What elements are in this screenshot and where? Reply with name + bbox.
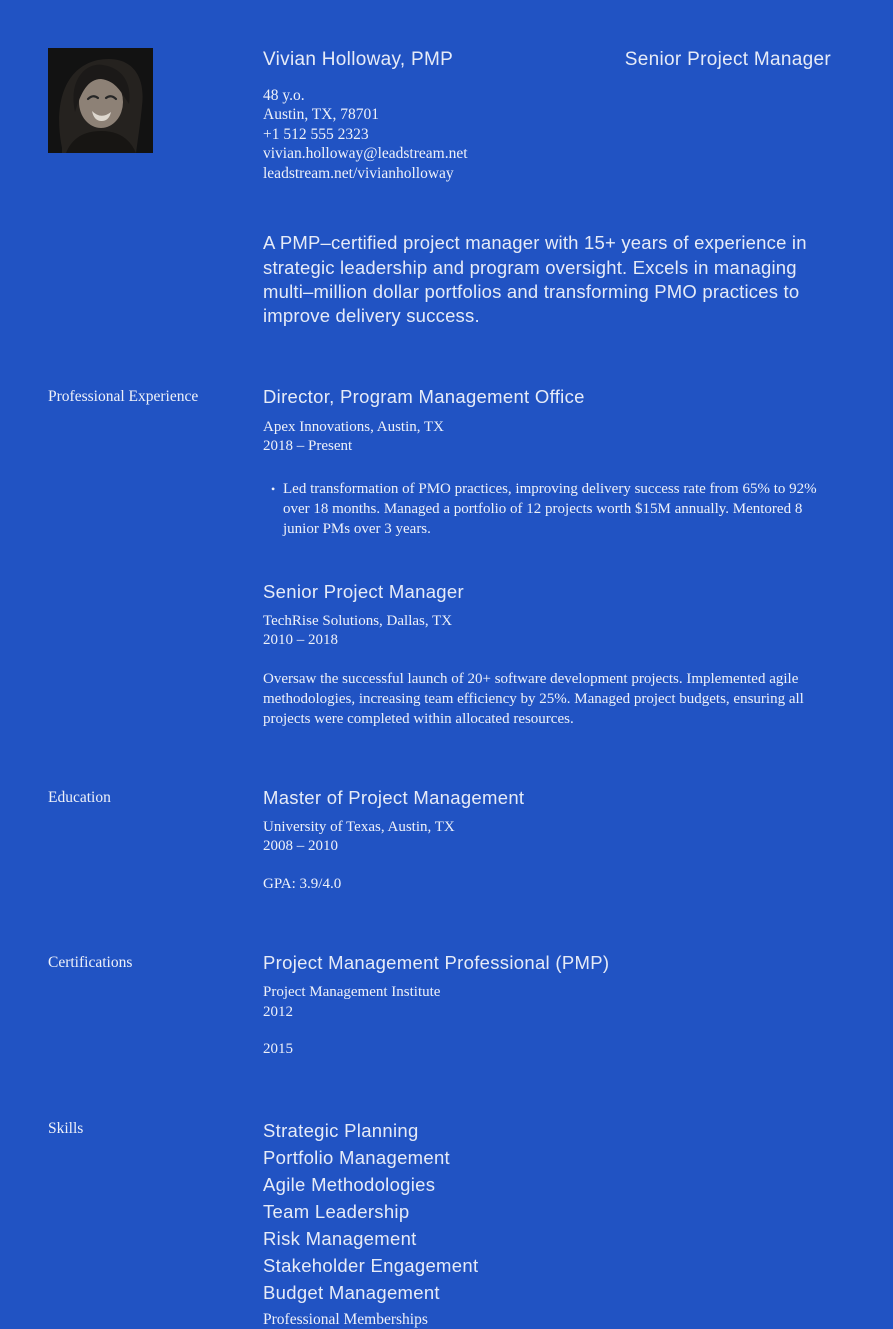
certification-meta [263, 983, 831, 1022]
bullet-icon: • [271, 481, 276, 496]
skill-item: Strategic Planning [263, 1119, 419, 1141]
skill-item: Risk Management [263, 1227, 417, 1249]
contact-block [263, 86, 831, 184]
skill-item: Agile Methodologies [263, 1173, 436, 1195]
experience-content [263, 385, 831, 728]
person-job-title: Senior Project Manager [624, 49, 831, 70]
job-description: Oversaw the successful launch of 20+ software development projects. Implemented agile methodologies, increasing team efficiency by 25%. Managed project budgets, ensuring all projects were completed within allocated resources. [263, 670, 804, 727]
job-meta [263, 418, 831, 457]
certification-date: 2012 [263, 1003, 293, 1020]
portrait-illustration [48, 48, 153, 153]
degree-dates: 2008 – 2010 [263, 838, 338, 855]
certification-entry [263, 951, 831, 1060]
skill-item: Stakeholder Engagement [263, 1254, 479, 1276]
summary-text: A PMP–certified project manager with 15+ years of experience in strategic leadership and program oversight. Excels in managing multi–million dollar portfolios and transforming PMO practices to improve delivery success. [263, 232, 807, 327]
degree-meta [263, 818, 831, 857]
experience-section [48, 385, 831, 728]
bullet-text: Led transformation of PMO practices, improving delivery success rate from 65% to 92% over 18 months. Managed a portfolio of 12 projects worth $15M annually. Mentored 8 junior PMs over 3 years. [283, 480, 817, 537]
person-name: Vivian Holloway, PMP [263, 49, 454, 70]
job-meta [263, 612, 831, 651]
certification-title: Project Management Professional (PMP) [263, 952, 610, 974]
degree-title: Master of Project Management [263, 786, 525, 808]
job-company: TechRise Solutions, Dallas, TX [263, 612, 453, 629]
certifications-content [263, 951, 831, 1060]
skill-item: Team Leadership [263, 1200, 410, 1222]
job-title: Director, Program Management Office [263, 386, 585, 408]
job-bullet [263, 479, 831, 539]
profile-photo [48, 48, 153, 153]
education-section [48, 786, 831, 895]
job-company: Apex Innovations, Austin, TX [263, 418, 444, 435]
certifications-section [48, 951, 831, 1060]
job-title: Senior Project Manager [263, 580, 464, 602]
memberships-label: Professional Memberships [263, 1310, 428, 1328]
job-bullet-list [263, 479, 831, 539]
name-title-row [263, 49, 831, 72]
certifications-section-label: Certifications [48, 954, 133, 972]
contact-age: 48 y.o. [263, 86, 305, 104]
certification-issuer: Project Management Institute [263, 984, 441, 1001]
skills-content [263, 1117, 831, 1329]
education-entry [263, 786, 831, 895]
degree-school: University of Texas, Austin, TX [263, 818, 455, 835]
contact-address: Austin, TX, 78701 [263, 106, 379, 124]
certification-date: 2015 [263, 1041, 293, 1058]
experience-section-label: Professional Experience [48, 388, 199, 406]
job-dates: 2018 – Present [263, 438, 353, 455]
summary-section [48, 231, 831, 328]
contact-website: leadstream.net/vivianholloway [263, 164, 454, 182]
skill-item: Budget Management [263, 1281, 440, 1303]
resume-header [48, 48, 831, 183]
contact-phone: +1 512 555 2323 [263, 125, 369, 143]
skills-section-label: Skills [48, 1119, 84, 1137]
job-dates: 2010 – 2018 [263, 632, 338, 649]
experience-entry [263, 385, 831, 538]
gpa-line: GPA: 3.9/4.0 [263, 875, 342, 892]
skill-item: Portfolio Management [263, 1146, 450, 1168]
photo-column [48, 48, 263, 183]
experience-entry [263, 580, 831, 729]
education-section-label: Education [48, 788, 111, 806]
header-main [263, 48, 831, 183]
contact-email: vivian.holloway@leadstream.net [263, 145, 468, 163]
summary-label-spacer [48, 231, 263, 328]
skills-section [48, 1117, 831, 1329]
education-content [263, 786, 831, 895]
